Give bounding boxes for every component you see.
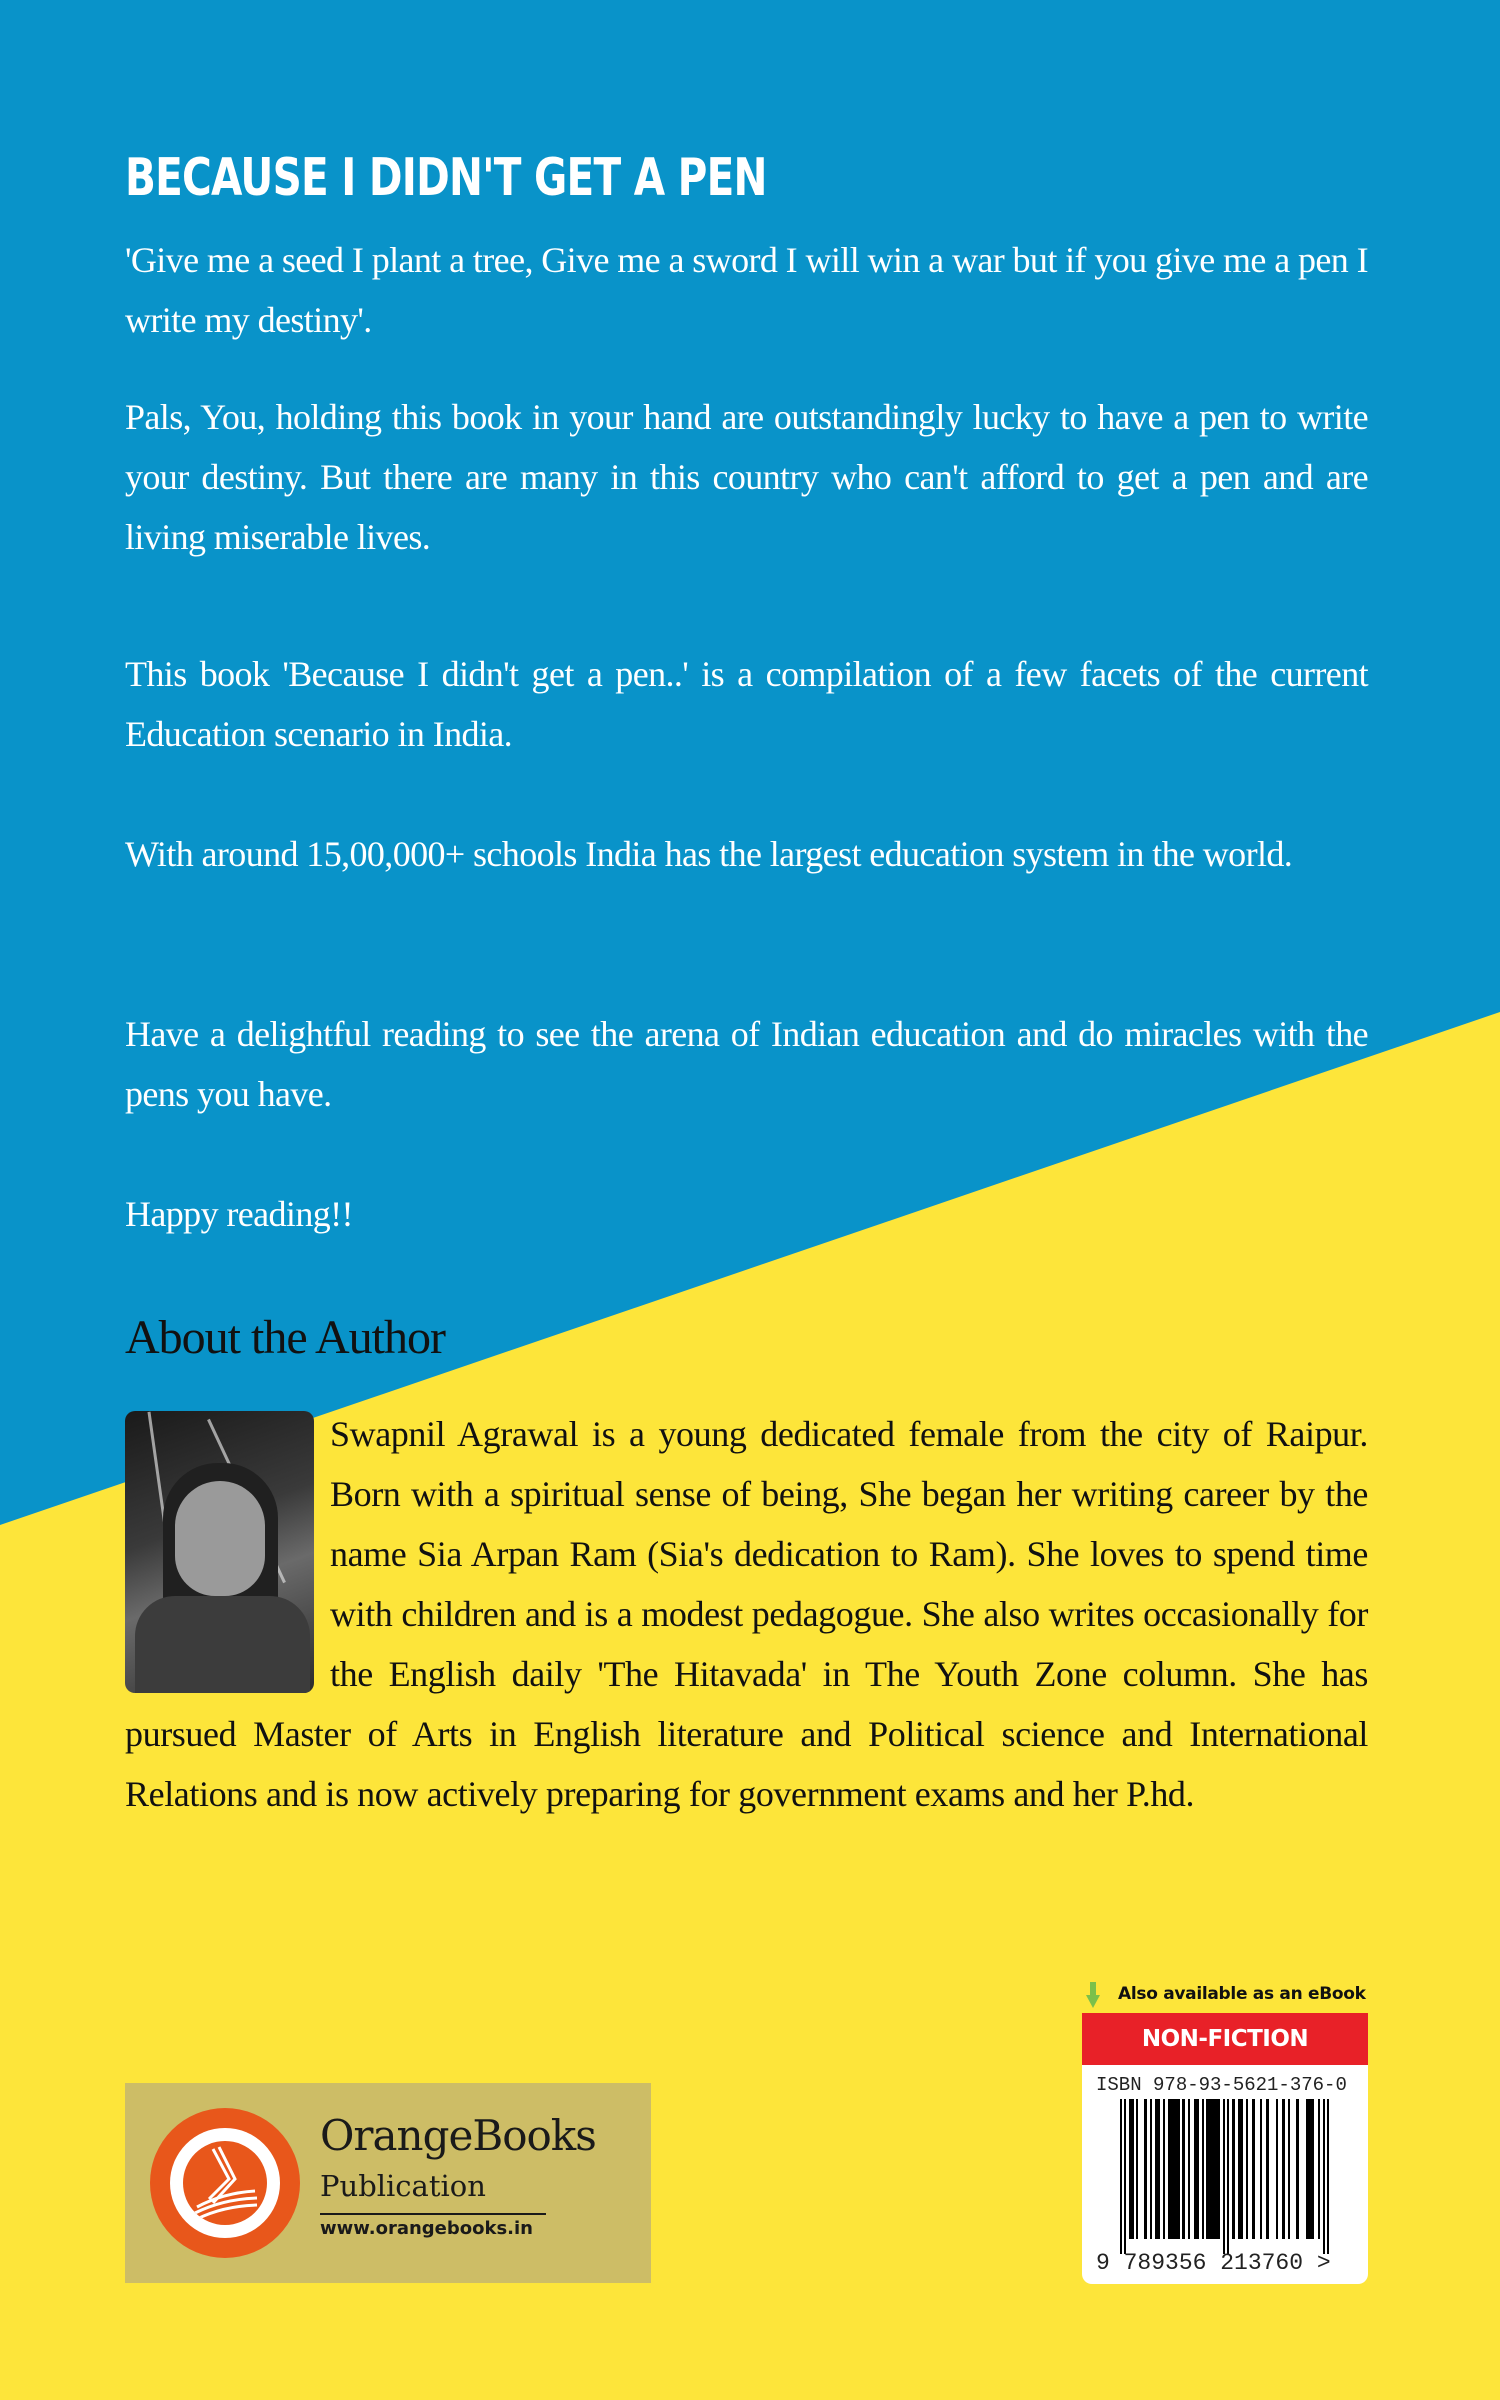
ebook-availability-note	[1082, 1980, 1372, 2010]
publisher-subtitle: Publication	[320, 2169, 486, 2203]
blurb-paragraph-delightful: Have a delightful reading to see the arena of Indian education and do miracles with the pens you have.	[125, 1014, 1368, 1114]
isbn-number: ISBN 978-93-5621-376-0	[1096, 2074, 1347, 2096]
barcode-digits: 9 789356 213760 >	[1096, 2250, 1331, 2276]
publisher-name: OrangeBooks	[320, 2111, 596, 2160]
down-arrow-icon	[1086, 1982, 1100, 2008]
book-title: BECAUSE I DIDN'T GET A PEN	[125, 148, 767, 208]
about-author-heading: About the Author	[125, 1311, 445, 1364]
blurb-paragraph-happy-reading: Happy reading!!	[125, 1194, 353, 1234]
author-photo	[125, 1411, 314, 1693]
publisher-url: www.orangebooks.in	[320, 2218, 533, 2239]
blurb-paragraph-schools: With around 15,00,000+ schools India has the largest education system in the world.	[125, 834, 1293, 874]
barcode-bars-icon	[1120, 2099, 1340, 2254]
genre-label: NON-FICTION	[1082, 2013, 1368, 2065]
blurb-paragraph-quote: 'Give me a seed I plant a tree, Give me a sword I will win a war but if you give me a pen I write my destiny'.	[125, 240, 1368, 340]
blurb-paragraph-pals: Pals, You, holding this book in your hand are outstandingly lucky to have a pen to write your destiny. But there are many in this country who can't afford to get a pen and are living miserable lives.	[125, 397, 1368, 557]
blurb-paragraph-compilation: This book 'Because I didn't get a pen..' is a compilation of a few facets of the current Education scenario in India.	[125, 654, 1368, 754]
book-pages-icon	[150, 2108, 300, 2258]
logo-divider	[320, 2213, 546, 2215]
barcode-panel	[1082, 2013, 1368, 2284]
publisher-logo	[125, 2083, 651, 2283]
author-bio-text: Swapnil Agrawal is a young dedicated female from the city of Raipur. Born with a spiritual sense of being, She began her writing career by the name Sia Arpan Ram (Sia's dedication to Ram). She loves to spend time with children and is a modest pedagogue. She also writes occasionally for the English daily 'The Hitavada' in The Youth Zone column. She has pursued Master of Arts in English literature and Political science and International Relations and is now actively preparing for government exams and her P.hd.	[125, 1414, 1368, 1814]
author-bio	[125, 1404, 1368, 1824]
ebook-text: Also available as an eBook	[1118, 1984, 1366, 2004]
